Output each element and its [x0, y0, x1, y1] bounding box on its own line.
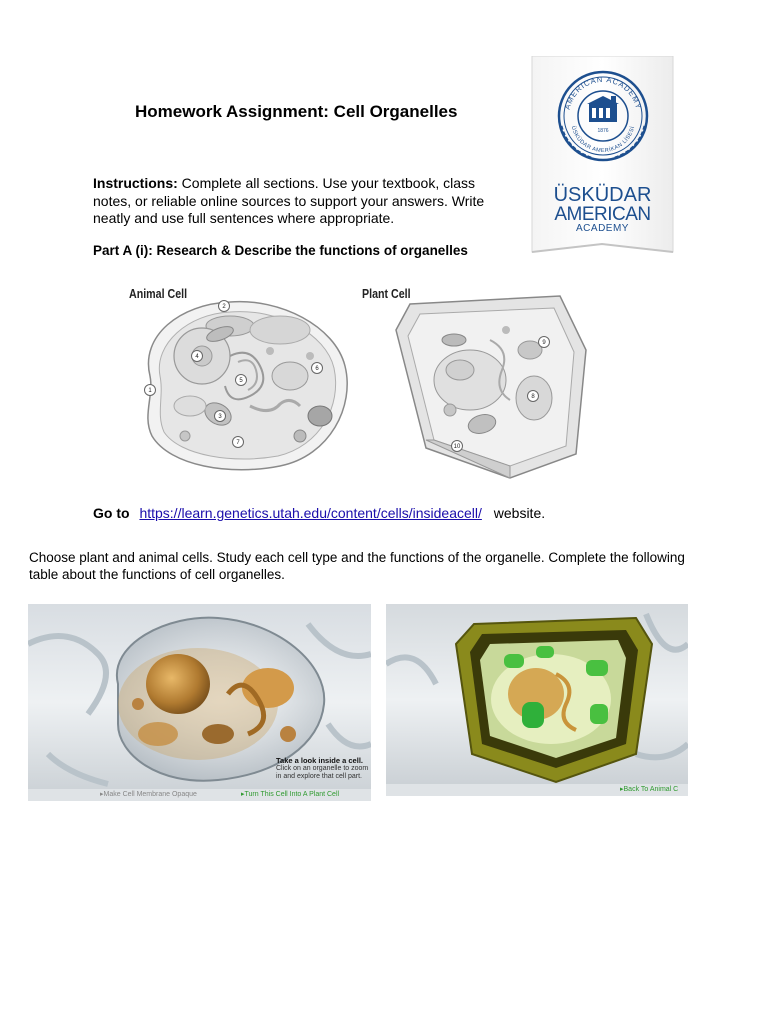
- animal-cell-diagram: [130, 296, 355, 476]
- goto-suffix: website.: [493, 505, 546, 521]
- animal-cell-screenshot: [28, 604, 371, 801]
- logo-line-1: ÜSKÜDAR: [553, 184, 652, 206]
- animal-cell-label: Animal Cell: [129, 286, 188, 301]
- plant-number-8: 8: [531, 394, 535, 400]
- seal-top-text: AMERICAN ACADEMY: [562, 74, 644, 111]
- turn-into-plant-cell-link[interactable]: ▸Turn This Cell Into A Plant Cell: [241, 791, 340, 798]
- animal-overlay-text: [276, 757, 368, 781]
- goto-line: [93, 505, 545, 521]
- animal-number-5: 5: [239, 378, 243, 384]
- overlay-line-2: in and explore that cell part.: [276, 773, 362, 780]
- instructions-label: Instructions:: [93, 175, 178, 191]
- animal-number-3: 3: [218, 414, 222, 420]
- animal-number-6: 6: [315, 366, 319, 372]
- instructions-text: Complete all sections. Use your textbook, class notes, or reliable online sources to support your answers. Write neatly and use full sentences where appropriate.: [93, 175, 485, 226]
- plant-cell-label: Plant Cell: [362, 286, 411, 301]
- animal-number-1: 1: [148, 388, 152, 394]
- back-to-animal-cell-link[interactable]: ▸Back To Animal C: [620, 786, 679, 793]
- plant-screenshot-bar: [386, 784, 688, 796]
- instructions-paragraph: [93, 175, 503, 228]
- logo-line-3: ACADEMY: [576, 223, 629, 234]
- page-title: Homework Assignment: Cell Organelles: [135, 102, 458, 121]
- plant-cell-screenshot: [386, 604, 688, 796]
- seal-bottom-text: ÜSKÜDAR AMERİKAN LİSESİ: [569, 125, 637, 155]
- school-logo: [531, 56, 674, 258]
- goto-label: Go to: [93, 505, 130, 521]
- animal-number-4: 4: [195, 354, 199, 360]
- plant-number-10: 10: [453, 444, 461, 450]
- part-a-heading: Part A (i): Research & Describe the functions of organelles: [93, 243, 468, 258]
- logo-line-2: AMERICAN: [554, 204, 651, 225]
- animal-screenshot-bar: [28, 789, 371, 801]
- animal-number-2: 2: [222, 304, 226, 310]
- choose-paragraph: Choose plant and animal cells. Study each cell type and the functions of the organelle. Complete the following table about the functions of cell organelles.: [29, 550, 685, 582]
- inside-a-cell-link[interactable]: https://learn.genetics.utah.edu/content/cells/insideacell/: [139, 505, 482, 521]
- overlay-line-1: Click on an organelle to zoom: [276, 765, 369, 772]
- animal-number-7: 7: [236, 440, 240, 446]
- overlay-title: Take a look inside a cell.: [276, 756, 363, 765]
- seal-year: 1876: [597, 128, 609, 134]
- make-membrane-opaque-link[interactable]: ▸Make Cell Membrane Opaque: [100, 791, 197, 798]
- plant-cell-diagram: [390, 290, 590, 480]
- plant-cell-render: [386, 604, 688, 784]
- plant-number-9: 9: [542, 340, 546, 346]
